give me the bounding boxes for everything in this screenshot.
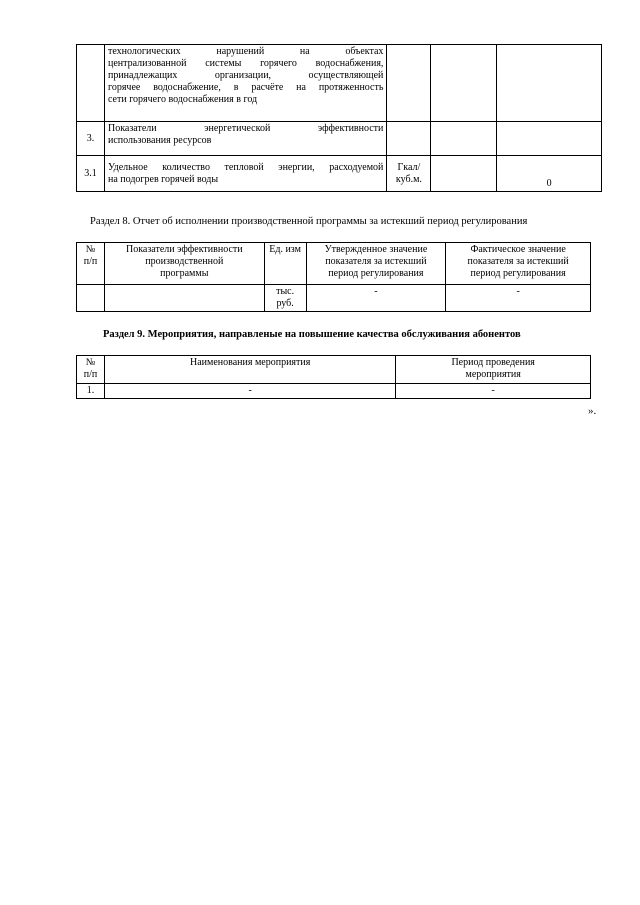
table-header-row (77, 243, 591, 285)
indicator-description: технологических нарушений на объектах централизованной системы горячего водоснабжения, принадлежащих организации, осуществляющей горячее водоснабжение, в расчёте на протяженность сети горячего водоснабжения в год (104, 45, 386, 122)
fact-cell (497, 122, 602, 156)
row-number (77, 45, 105, 122)
unit-cell (387, 45, 431, 122)
indicator-description: Показатели энергетической эффективности использования ресурсов (104, 122, 386, 156)
unit-cell: тыс. руб. (264, 285, 306, 312)
table-row (77, 45, 602, 122)
measure-name-cell: - (104, 384, 395, 399)
row-number (77, 285, 105, 312)
section-8-table (76, 242, 591, 312)
section-8-title: Раздел 8. Отчет об исполнении производственной программы за истекший период регулирования (90, 216, 528, 227)
fact-cell: 0 (497, 156, 602, 192)
row-number: 1. (77, 384, 105, 399)
table-row (77, 285, 591, 312)
header-number: № п/п (77, 243, 105, 285)
row-number: 3. (77, 122, 105, 156)
value-cell (431, 122, 497, 156)
table-row (77, 384, 591, 399)
indicator-cell (104, 285, 264, 312)
unit-cell (387, 122, 431, 156)
period-cell: - (396, 384, 591, 399)
actual-value-cell: - (446, 285, 591, 312)
indicators-table-continuation (76, 44, 602, 192)
row-number: 3.1 (77, 156, 105, 192)
header-period: Период проведения мероприятия (396, 356, 591, 384)
table-row (77, 122, 602, 156)
table-header-row (77, 356, 591, 384)
closing-quote-mark: ». (588, 405, 597, 417)
header-measure-name: Наименования мероприятия (104, 356, 395, 384)
header-number: № п/п (77, 356, 105, 384)
section-9-title: Раздел 9. Мероприятия, направленые на повышение качества обслуживания абонентов (103, 329, 521, 340)
header-indicators: Показатели эффективности производственной программы (104, 243, 264, 285)
header-unit: Ед. изм (264, 243, 306, 285)
indicator-description: Удельное количество тепловой энергии, расходуемой на подогрев горячей воды (104, 156, 386, 192)
value-cell (431, 45, 497, 122)
section-9-table (76, 355, 591, 399)
unit-cell: Гкал/ куб.м. (387, 156, 431, 192)
approved-value-cell: - (306, 285, 446, 312)
fact-cell (497, 45, 602, 122)
table-row (77, 156, 602, 192)
value-cell (431, 156, 497, 192)
header-actual-value: Фактическое значение показателя за истекший период регулирования (446, 243, 591, 285)
header-approved-value: Утвержденное значение показателя за истекший период регулирования (306, 243, 446, 285)
